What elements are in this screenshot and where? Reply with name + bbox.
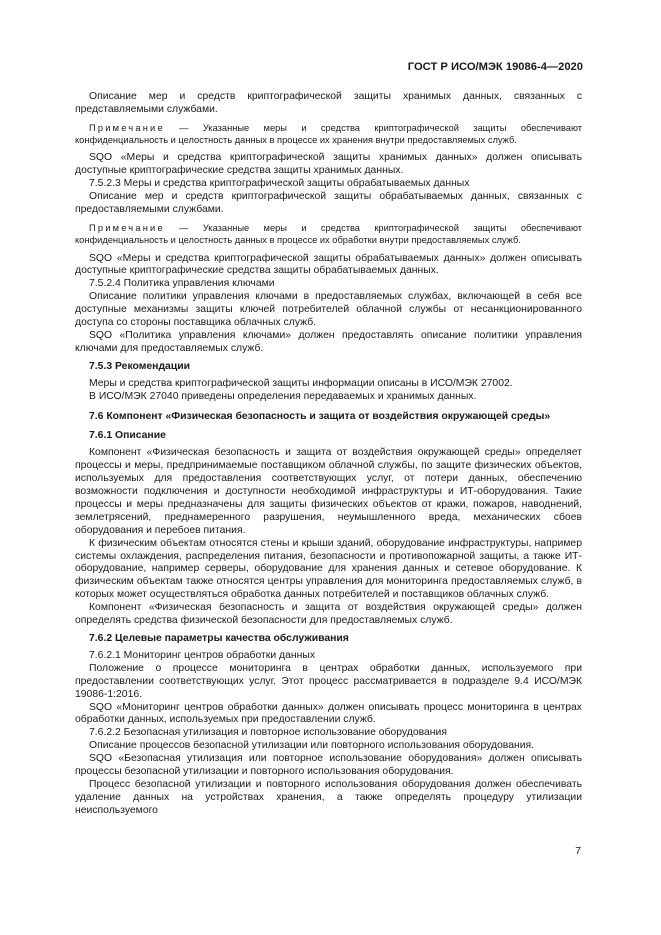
body-paragraph: Описание политики управления ключами в предоставляемых службах, включающей в себя все доступные механизмы защиты ключей потребителей облачной службы от несанкционированного доступа со стороны поставщика облачных служб.	[75, 291, 582, 329]
body-paragraph: 7.6.2.2 Безопасная утилизация и повторное использование оборудования	[89, 727, 447, 739]
note-label: Примечание	[89, 122, 165, 133]
body-paragraph: В ИСО/МЭК 27040 приведены определения передаваемых и хранимых данных.	[89, 390, 477, 402]
body-paragraph: SQO «Безопасная утилизация или повторное использование оборудования» должен описывать процессы безопасной утилизации и повторного использования оборудования.	[75, 753, 582, 778]
note-text: — Указанные меры и средства криптографической защиты обеспечивают конфиденциальность и целостность данных в процессе их обработки внутри предоставляемых служб.	[75, 222, 582, 245]
body-paragraph: Меры и средства криптографической защиты информации описаны в ИСО/МЭК 27002.	[89, 377, 513, 389]
body-paragraph: К физическим объектам относятся стены и крыши зданий, оборудование инфраструктуры, например системы охлаждения, распределения питания, безопасности и противопожарной защиты, а также ИТ-оборудование, например серверы, оборудование для хранения данных и сетевое оборудование. К физическим объектам также относятся центры управления для мониторинга предоставляемых служб, в которых может осуществляться обработка данных потребителей и поставщиков облачных служб.	[75, 537, 582, 601]
body-paragraph: SQO «Политика управления ключами» должен предоставлять описание политики управления ключами для предоставляемых служб.	[75, 329, 582, 354]
body-paragraph: Положение о процессе мониторинга в центрах обработки данных, используемого при предоставлении соответствующих услуг. Этот процесс рассматривается в подразделе 9.4 ИСО/МЭК 19086-1:2016.	[75, 662, 582, 700]
section-heading: 7.6 Компонент «Физическая безопасность и защита от воздействия окружающей среды»	[89, 410, 551, 422]
note-paragraph	[75, 223, 582, 247]
body-paragraph: Описание процессов безопасной утилизации или повторного использования оборудования.	[89, 740, 535, 752]
section-heading: 7.5.3 Рекомендации	[89, 360, 190, 372]
body-paragraph: Процесс безопасной утилизации и повторного использования оборудования должен обеспечивать удаление данных на устройствах хранения, а также определять процедуру утилизации неиспользуемого	[75, 778, 582, 816]
body-paragraph: 7.5.2.3 Меры и средства криптографической защиты обрабатываемых данных	[89, 178, 470, 190]
body-paragraph: Компонент «Физическая безопасность и защита от воздействия окружающей среды» определяет процессы и меры, предпринимаемые поставщиком облачной службы, по защите физических объектов, используемых для предоставления соответствующих услуг, от потери данных, обеспечению возможности подключения и доступности необходимой инфраструктуры и ИТ-оборудования. Такие процессы и меры предназначены для защиты физических объектов от кражи, пожаров, наводнений, землетрясений, преднамеренного разрушения, неумышленного вреда, механических сбоев оборудования и перебоев питания.	[75, 447, 582, 536]
note-label: Примечание	[89, 222, 165, 233]
section-heading: 7.6.1 Описание	[89, 430, 166, 442]
body-paragraph: SQO «Меры и средства криптографической защиты хранимых данных» должен описывать доступные криптографические средства защиты хранимых данных.	[75, 152, 582, 177]
body-paragraph: SQO «Меры и средства криптографической защиты обрабатываемых данных» должен описывать доступные криптографические средства защиты обрабатываемых данных.	[75, 252, 582, 277]
body-paragraph: 7.6.2.1 Мониторинг центров обработки данных	[89, 649, 316, 661]
body-paragraph: SQO «Мониторинг центров обработки данных» должен описывать процесс мониторинга в центрах обработки данных, используемых при предоставлении служб.	[75, 701, 582, 726]
body-paragraph: Описание мер и средств криптографической защиты хранимых данных, связанных с представляемыми службами.	[75, 91, 582, 115]
note-text: — Указанные меры и средства криптографической защиты обеспечивают конфиденциальность и целостность данных в процессе их хранения внутри предоставляемых служб.	[75, 122, 582, 145]
note-paragraph	[75, 123, 582, 147]
section-heading: 7.6.2 Целевые параметры качества обслуживания	[89, 633, 349, 644]
document-header: ГОСТ Р ИСО/МЭК 19086-4—2020	[407, 61, 583, 73]
document-body	[75, 91, 582, 818]
body-paragraph: Компонент «Физическая безопасность и защита от воздействия окружающей среды» должен определять средства физической безопасности для предоставляемых служб.	[75, 602, 582, 627]
page-number: 7	[575, 846, 581, 857]
body-paragraph: Описание мер и средств криптографической защиты обрабатываемых данных, связанных с предоставляемыми службами.	[75, 191, 582, 216]
body-paragraph: 7.5.2.4 Политика управления ключами	[89, 278, 275, 290]
